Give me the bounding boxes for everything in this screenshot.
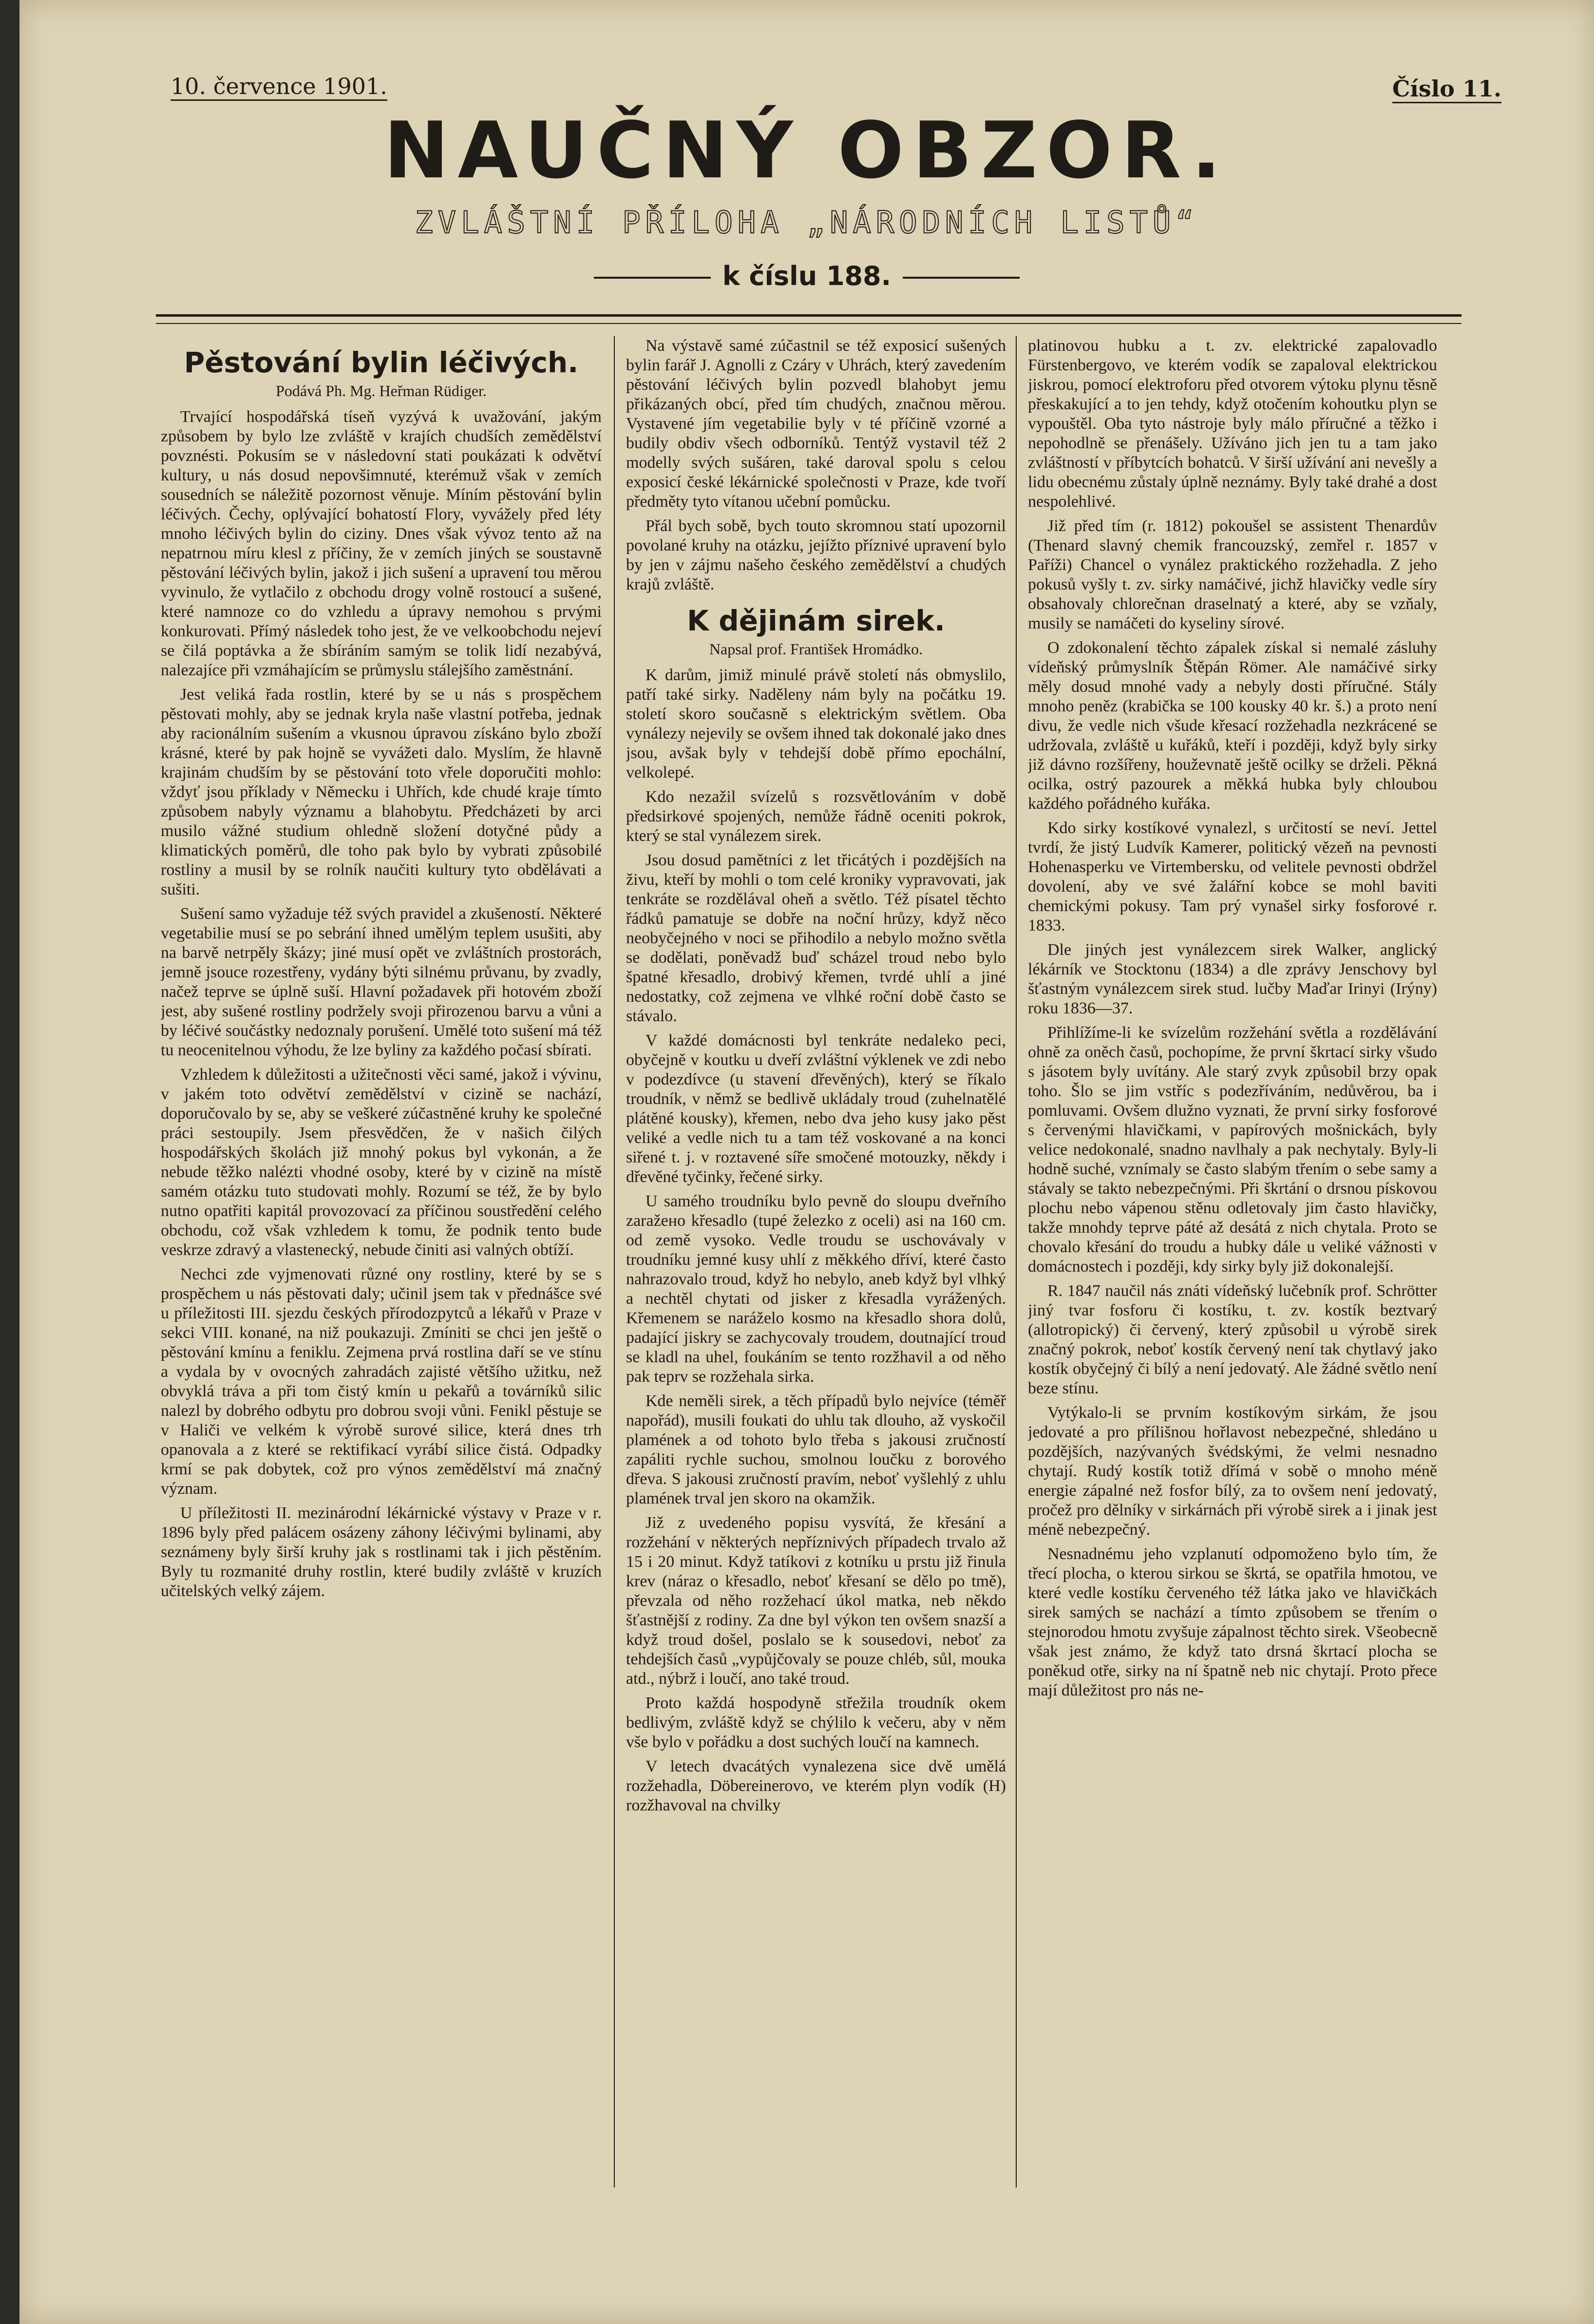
paragraph: Jest veliká řada rostlin, které by se u nás s prospěchem pěstovati mohly, aby se jednak kryla naše vlastní potřeba, jednak aby racionálním sušením a vkusnou úpravou získáno bylo zboží krásné, které by pak hojně se vyvážeti dalo. Myslím, že hlavně krajinám chudším by se pěstování toto vřele doporučiti mohlo: vždyť jsou příklady v Německu i Uhřích, kde chudé kraje tímto způsobem nabyly významu a blahobytu. Předcházeti by arci musilo vážné studium ohledně složení dotyčné půdy a klimatických poměrů, dle toho pak bylo by vybrati způsobilé rostliny a musil by se rolník naučiti kultury tyto obdělávati a sušiti. bbox=[161, 686, 602, 898]
paragraph: U příležitosti II. mezinárodní lékárnické výstavy v Praze v r. 1896 byly před palácem osázeny záhony léčivými bylinami, aby seznámeny byly širší kruhy jak s rostlinami tak i jich pěstěním. Byly tu rozmanité druhy rostlin, které budily zvláště v kruzích učitelských velký zájem. bbox=[161, 1504, 602, 1600]
issue-number: Číslo 11. bbox=[1392, 76, 1501, 102]
paragraph: Vytýkalo-li se prvním kostíkovým sirkám, že jsou jedovaté a pro přílišnou hořlavost nebezpečné, shledáno u pozdějších, nazývaných švédskými, že velmi nesnadno chytají. Rudý kostík totiž dřímá v sobě o mnoho méně energie zápalné než fosfor bílý, za to ovšem není jedovatý, pročež pro dělníky v sirkárnách při výrobě sirek a i jinak jest méně nebezpečný. bbox=[1028, 1404, 1437, 1539]
paragraph: K darům, jimiž minulé právě století nás obmyslilo, patří také sirky. Naděleny nám byly na počátku 19. století skoro současně s elektrickým světlem. Oba vynálezy nejevily se ovšem ihned tak dokonalé jako dnes jsou, avšak byly v tehdejší době přímo epochální, velkolepé. bbox=[626, 666, 1006, 781]
issue-reference bbox=[19, 261, 1594, 291]
paragraph: Proto každá hospodyně střežila troudník okem bedlivým, zvláště když se chýlilo k večeru, aby v něm vše bylo v pořádku a dost suchých loučí na kamnech. bbox=[626, 1694, 1006, 1751]
paragraph: V letech dvacátých vynalezena sice dvě umělá rozžehadla, Döbereinerovo, ve kterém plyn vodík (H) rozžhavoval na chvilky bbox=[626, 1757, 1006, 1814]
column-divider bbox=[1016, 336, 1017, 2188]
masthead-title: NAUČNÝ OBZOR. bbox=[383, 105, 1230, 196]
column-2 bbox=[626, 336, 1006, 2188]
article-title: K dějinám sirek. bbox=[687, 604, 945, 637]
paragraph: Kdo nezažil svízelů s rozsvětlováním v době předsirkové spojených, nemůže řádně oceniti pokrok, který se stal vynálezem sirek. bbox=[626, 788, 1006, 845]
paragraph: Vzhledem k důležitosti a užitečnosti věci samé, jakož i vývinu, v jakém toto odvětví zemědělství v cizině se nachází, doporučovalo by se, aby se veškeré zúčastněné kruhy ke společné práci sestoupily. Jsem přesvědčen, že v našich čilých hospodářských školách již mnohý pokus byl vykonán, a že nebude těžko nalézti vhodné osoby, které by v cizině na místě samém otázku tuto studovati mohly. Rozumí se též, že by bylo nutno opatřiti kapitál provozovací za příčinou soustředění celého obchodu, což však vzhledem k tomu, že podnik tento bude veskrze zdravý a vlastenecký, nebude činiti asi valných obtíží. bbox=[161, 1066, 602, 1259]
paragraph: Dle jiných jest vynálezcem sirek Walker, anglický lékárník ve Stocktonu (1834) a dle zprávy Jenschovy byl šťastným vynálezcem sirek stud. lučby Maďar Irinyi (Irýny) roku 1836—37. bbox=[1028, 941, 1437, 1017]
paragraph: Sušení samo vyžaduje též svých pravidel a zkušeností. Některé vegetabilie musí se po sebrání ihned umělým teplem usušiti, aby na barvě netrpěly škázy; jiné musí opět ve zvláštních prostorách, jemně jsouce rozestřeny, vydány býti silnému průvanu, by zvadly, načež teprve se úplně suší. Hlavní požadavek při hotovém zboží jest, aby sušené rostliny podržely svoji přirozenou barvu a vůni a by léčivé součástky nedoznaly porušení. Umělé toto sušení má též tu neocenitelnou výhodu, že lze byliny za každého počasí sbírati. bbox=[161, 905, 602, 1059]
header-rule-thin bbox=[156, 323, 1461, 324]
paragraph: Kdo sirky kostíkové vynalezl, s určitostí se neví. Jettel tvrdí, že jistý Ludvík Kamerer, politický vězeň na pevnosti Hohenasperku ve Virtembersku, od velitele pevnosti obdržel dovolení, aby ve své žalářní kobce se mohl baviti chemickými pokusy. Tam prý vynašel sirky fosforové r. 1833. bbox=[1028, 819, 1437, 934]
paragraph: Trvající hospodářská tíseň vyzývá k uvažování, jakým způsobem by bylo lze zvláště v krajích chudších zemědělství povznésti. Pokusím se v následovní stati poukázati k odvětví kultury, u nás dosud nepovšimnuté, kterémuž však v zemích sousedních se náležitě pozornost věnuje. Míním pěstování bylin léčivých. Čechy, oplývající bohatostí Flory, vyvážely před léty mnoho léčivých bylin do ciziny. Dnes však vývoz tento až na nepatrnou míru klesl z příčiny, že v zemích jiných se soustavně pěstování léčivých bylin, jakož i jich sušení a upravení tou měrou vyvinulo, že vytlačilo z obchodu drogy volně rostoucí a sušené, které namnoze co do vzhledu a úpravy nemohou s prvými konkurovati. Přímý následek toho jest, že ve velkoobchodu nejeví se čilá poptávka a že sbíráním samým se tolik lidí nezabývá, nalezajíce při vzmáhajícím se průmyslu stálejšího zaměstnání. bbox=[161, 408, 602, 679]
article-byline: Napsal prof. František Hromádko. bbox=[709, 640, 923, 658]
paragraph: Nesnadnému jeho vzplanutí odpomoženo bylo tím, že třecí plocha, o kterou sirkou se škrtá, se opatřila hmotou, ve které vedle kostíku červeného též látka jako ve hlavičkách sirek samých se nachází a tímto způsobem se třením o stejnorodou hmotu zvyšuje zápalnost těchto sirek. Všeobecně však jest známo, že když tato drsná škrtací plocha se poněkud otře, sirky na ní špatně neb nic chytají. Proto přece mají důležitost pro nás ne- bbox=[1028, 1545, 1437, 1699]
paragraph: O zdokonalení těchto zápalek získal si nemalé zásluhy vídeňský průmyslník Štěpán Römer. Ale namáčivé sirky měly dosud mnohé vady a nebyly dosti příručné. Stály mnoho peněz (krabička se 100 kousky 40 kr. š.) a proto není divu, že vedle nich všude křesací rozžehadla nezkrácené se udržovala, zvláště u kuřáků, kteří i později, když byly sirky již dávno rozšířeny, houževnatě ještě ocilky se drželi. Pěkná ocilka, ostrý pazourek a měkká hubka byly chloubou každého pořádného kuřáka. bbox=[1028, 639, 1437, 813]
column-3 bbox=[1028, 336, 1437, 2188]
article-byline: Podává Ph. Mg. Heřman Rüdiger. bbox=[276, 382, 487, 400]
newspaper-page bbox=[19, 0, 1594, 2324]
paragraph: V každé domácnosti byl tenkráte nedaleko peci, obyčejně v koutku u dveří zvláštní výklenek ve zdi nebo v podezdívce (u stavení dřevěných), který se říkalo troudník, v němž se bedlivě ukládaly troud (zuhelnatělé plátěné kousky), křemen, nebo dva jeho kusy jako pěst veliké a vedle nich tu a tam též voskované a na konci siřené t. j. v roztavené síře smočené motouzky, někdy i dřevěné tyčinky, řečené sirky. bbox=[626, 1031, 1006, 1186]
column-divider bbox=[614, 336, 615, 2188]
paragraph: Přihlížíme-li ke svízelům rozžehání světla a rozdělávání ohně za oněch časů, pochopíme, že první škrtací sirky všudo s jásotem byly uvítány. Ale starý zvyk způsobil brzy opak toho. Šlo se jim vstříc s podezříváním, nedůvěrou, ba i pomluvami. Ovšem dlužno vyznati, že první sirky fosforové s červenými hlavičkami, v papírových mošnickách, byly velice nedokonalé, snadno navlhaly a pak nechytaly. Byly-li hodně suché, vznímaly se často slabým třením o sebe samy a stávaly se takto nebezpečnými. Při škrtání o drsnou pískovou plochu nebo vápenou stěnu odletovaly jim často hlavičky, takže mnohdy teprve páté až desátá z nich chytala. Proto se chovalo křesání do troudu a hubky dále u veliké vážnosti v domácnostech i později, kdy sirky byly již dokonalejší. bbox=[1028, 1024, 1437, 1276]
paragraph: Nechci zde vyjmenovati různé ony rostliny, které by se s prospěchem u nás pěstovati daly; učinil jsem tak v přednášce své u příležitosti III. sjezdu českých přírodozpytců a lékařů v Praze v sekci VIII. konané, na niž poukazuji. Zmíniti se chci jen ještě o pěstování kmínu a feniklu. Zejmena prvá rostlina daří se ve stínu a vydala by v ovocných zahradách zajisté většího užitku, než obvyklá tráva a při tom čistý kmín u pekařů a továrníků silic nalezl by dobrého odbytu pro dobrou svoji vůni. Fenikl pěstuje se v Haliči ve velkém k výrobě surové silice, která dnes trh opanovala a z které se rektifikací vyrábí silice čistá. Odpadky krmí se pak dobytek, což pro výnos zemědělství má značný význam. bbox=[161, 1265, 602, 1498]
header-rule bbox=[156, 314, 1461, 317]
issue-date: 10. července 1901. bbox=[171, 73, 387, 99]
article-title: Pěstování bylin léčivých. bbox=[184, 346, 579, 379]
paragraph: Přál bych sobě, bych touto skromnou statí upozornil povolané kruhy na otázku, jejížto příznivé upravení bylo by jen v zájmu našeho českého zemědělství a chudých krajů zvláště. bbox=[626, 517, 1006, 593]
column-1 bbox=[161, 336, 602, 2188]
issue-reference-text: k číslu 188. bbox=[722, 261, 892, 291]
paragraph: Na výstavě samé zúčastnil se též exposicí sušených bylin farář J. Agnolli z Czáry v Uhrách, který zavedením pěstování léčivých bylin pozvedl blahobyt jemu přikázaných obcí, před tím chudých, značnou měrou. Vystavené jím vegetabilie byly v té příčině vzorné a budily obdiv všech odborníků. Tentýž vystavil též 2 modelly svých sušáren, také daroval spolu s celou exposicí české lékárnické společnosti v Praze, kde tvoří předměty tyto vítanou učební pomůcku. bbox=[626, 337, 1006, 511]
ornament-right bbox=[903, 277, 1020, 279]
paragraph: R. 1847 naučil nás znáti vídeňský lučebník prof. Schrötter jiný tvar fosforu či kostíku, t. zv. kostík beztvarý (allotropický) či červený, který způsobil u výrobě sirek značný pokrok, neboť kostík červený není tak chytlavý jako kostík obyčejný či bílý a není jedovatý. Ale žádné světlo není beze stínu. bbox=[1028, 1282, 1437, 1397]
paragraph: Jsou dosud pamětníci z let třicátých i pozdějších na živu, kteří by mohli o tom celé kroniky vypravovati, jak tenkráte se rozdělával oheň a světlo. Též písatel těchto řádků pamatuje se dobře na noční hrůzy, když něco neobyčejného v noci se přihodilo a nebylo možno světla se dodělati, poněvadž buď scházel troud nebo bylo špatné křesadlo, drobivý křemen, tvrdé uhlí a jiné nedostatky, což zejmena ve vlhké roční době často se stávalo. bbox=[626, 851, 1006, 1025]
paragraph: platinovou hubku a t. zv. elektrické zapalovadlo Fürstenbergovo, ve kterém vodík se zapaloval elektrickou jiskrou, pomocí elektroforu před otvorem výtoku plynu těsně přeskakující a to jen tehdy, když otočením kohoutku plyn se vypouštěl. Oba tyto nástroje byly málo příručné a těžko i nepohodlně se přenášely. Užíváno jich jen tu a tam jako zvláštností v příbytcích bohatců. V širší užívání ani nevešly a lidu obecnému zůstaly úplně neznámy. Byly také drahé a dost nespolehlivé. bbox=[1028, 337, 1437, 511]
masthead-subtitle: ZVLÁŠTNÍ PŘÍLOHA „NÁRODNÍCH LISTŮ“ bbox=[415, 205, 1199, 240]
ornament-left bbox=[594, 277, 711, 279]
paragraph: U samého troudníku bylo pevně do sloupu dveřního zaražено křesadlo (tupé železko z oceli) asi na 160 cm. od země vysoko. Vedle troudu se uschovávaly v troudníku jemné kusy uhlí z měkkého dříví, které často nahrazovalo troud, když ho nebylo, aneb když byl vlhký a nechtěl chytati od jisker z křesadla vyrážených. Křemenem se naráželo kosmo na křesadlo shora dolů, padající jiskry se zachycovaly troudem, doutnající troud se kladl na uhel, foukáním se tento rozžhavil a od něho pak teprv se rozžehala sirka. bbox=[626, 1192, 1006, 1386]
paragraph: Kde neměli sirek, a těch případů bylo nejvíce (téměř napořád), musili foukati do uhlu tak dlouho, až vyskočil plamének a od tohoto bylo třeba s jakousi zručností zapáliti rychle suchou, smolnou loučku z borového dřeva. S jakousi zručností pravím, neboť vyšlehlý z uhlu plamének trval jen skoro na okamžik. bbox=[626, 1392, 1006, 1507]
paragraph: Již před tím (r. 1812) pokoušel se assistent Thenardův (Thenard slavný chemik francouzský, zemřel r. 1857 v Paříži) Chancel o vynález praktického rozžehadla. Z jeho pokusů vyšly t. zv. sirky namáčivé, jichž hlavičky vedle síry obsahovaly chlorečnan draselnatý a které, aby se vzňaly, musily se namáčeti do kyseliny sírové. bbox=[1028, 517, 1437, 632]
paragraph: Již z uvedeného popisu vysvítá, že křesání a rozžehání v některých nepříznivých případech trvalo až 15 i 20 minut. Když tatíkovi z kotníku u prstu již řinula krev (náraz o křesadlo, neboť křesaní se dělo po tmě), převzala od něho rozžehací úkol matka, neb někdo šťastnější z rodiny. Za dne byl výkon ten ovšem snazší a když troud došel, poslalo se k sousedovi, neboť za tehdejších časů „vypůjčovaly se pouze chléb, sůl, mouka atd., nýbrž i loučí, ano také troud. bbox=[626, 1514, 1006, 1688]
